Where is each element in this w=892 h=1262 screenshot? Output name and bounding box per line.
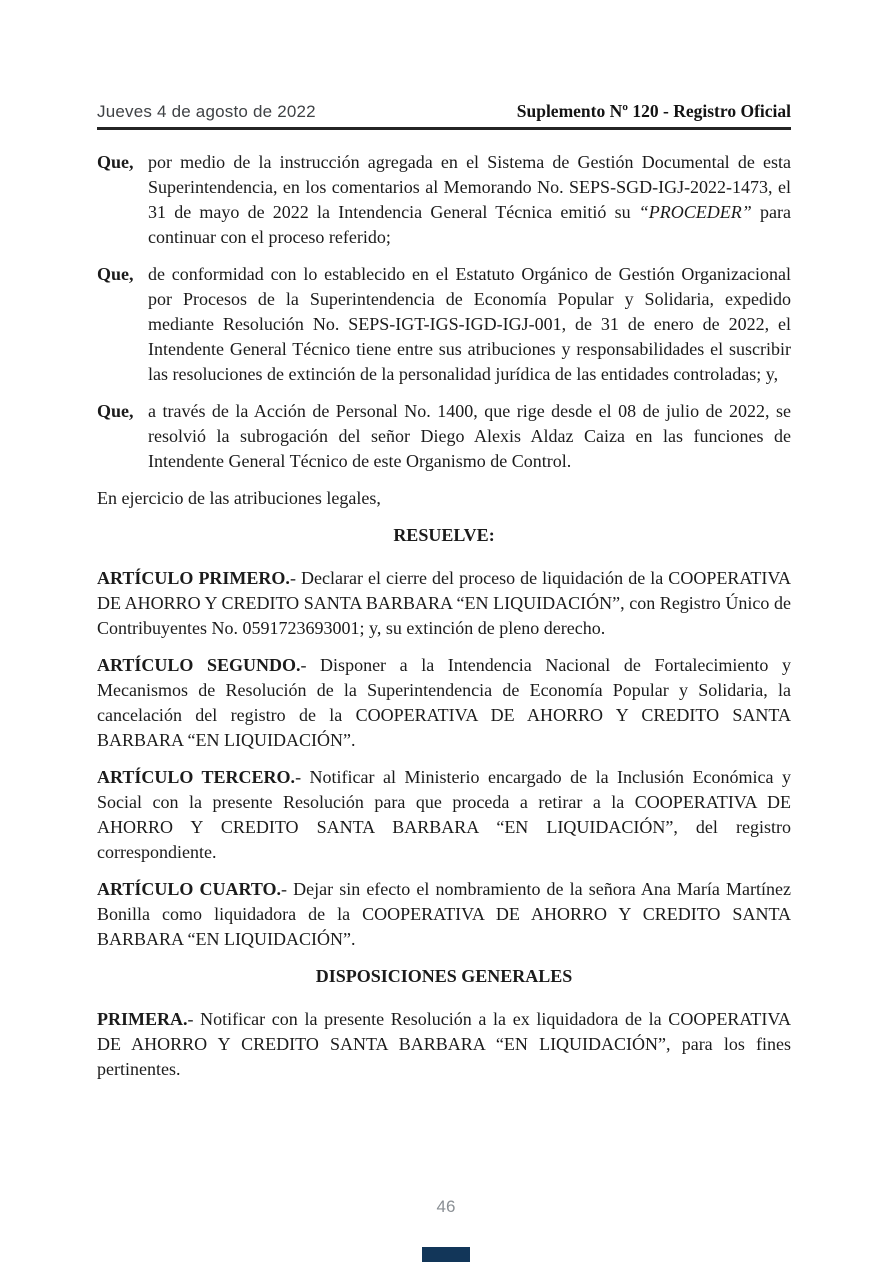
article-label: ARTÍCULO TERCERO.	[97, 767, 296, 787]
disposition-label: PRIMERA.	[97, 1009, 188, 1029]
resolve-heading: RESUELVE:	[393, 525, 495, 545]
article-primero	[97, 566, 791, 641]
whereas-text: de conformidad con lo establecido en el Estatuto Orgánico de Gestión Organizacional por Procesos de la Superintendencia de Economía Popular y Solidaria, expedido mediante Resolución No. SEPS-IGT-IGS-IGD-IGJ-001, de 31 de enero de 2022, el Intendente General Técnico tiene entre sus atribuciones y responsabilidades el suscribir las resoluciones de extinción de la personalidad jurídica de las entidades controladas; y,	[148, 264, 791, 384]
article-label: ARTÍCULO CUARTO.	[97, 879, 282, 899]
dispositions-heading: DISPOSICIONES GENERALES	[315, 966, 573, 986]
whereas-text-italic: “PROCEDER”	[638, 202, 752, 222]
whereas-text-segment: para continuar con el proceso referido;	[148, 202, 791, 247]
disposition-primera	[97, 1007, 791, 1082]
whereas-label: Que,	[97, 152, 134, 172]
page-header	[97, 101, 791, 122]
whereas-label: Que,	[97, 264, 134, 284]
whereas-clause-2	[97, 262, 791, 387]
whereas-label: Que,	[97, 401, 134, 421]
page-number: 46	[436, 1197, 456, 1216]
page-content	[97, 101, 791, 1094]
article-label: ARTÍCULO SEGUNDO.	[97, 655, 301, 675]
article-label: ARTÍCULO PRIMERO.	[97, 568, 290, 588]
disposition-text: - Notificar con la presente Resolución a la ex liquidadora de la COOPERATIVA DE AHORRO Y CREDITO SANTA BARBARA “EN LIQUIDACIÓN”, para los fines pertinentes.	[97, 1009, 791, 1079]
article-text: - Notificar al Ministerio encargado de la Inclusión Económica y Social con la presente Resolución para que proceda a retirar a la COOPERATIVA DE AHORRO Y CREDITO SANTA BARBARA “EN LIQUIDACIÓN”, del registro correspondiente.	[97, 767, 791, 862]
footer-accent-bar	[422, 1247, 470, 1262]
article-text: - Dejar sin efecto el nombramiento de la señora Ana María Martínez Bonilla como liquidadora de la COOPERATIVA DE AHORRO Y CREDITO SANTA BARBARA “EN LIQUIDACIÓN”.	[97, 879, 791, 949]
header-rule	[97, 127, 791, 130]
whereas-text: a través de la Acción de Personal No. 1400, que rige desde el 08 de julio de 2022, se resolvió la subrogación del señor Diego Alexis Aldaz Caiza en las funciones de Intendente General Técnico de este Organismo de Control.	[148, 401, 791, 471]
whereas-clause-1	[97, 150, 791, 250]
article-tercero	[97, 765, 791, 865]
whereas-text-segment: por medio de la instrucción agregada en el Sistema de Gestión Documental de esta Superintendencia, en los comentarios al Memorando No. SEPS-SGD-IGJ-2022-1473, el 31 de mayo de 2022 la Intendencia General Técnica emitió su	[148, 152, 791, 222]
article-segundo	[97, 653, 791, 753]
article-text: - Declarar el cierre del proceso de liquidación de la COOPERATIVA DE AHORRO Y CREDITO SANTA BARBARA “EN LIQUIDACIÓN”, con Registro Único de Contribuyentes No. 0591723693001; y, su extinción de pleno derecho.	[97, 568, 791, 638]
header-date: Jueves 4 de agosto de 2022	[97, 102, 316, 121]
whereas-text	[148, 150, 791, 250]
document-body	[97, 150, 791, 1082]
preamble: En ejercicio de las atribuciones legales,	[97, 488, 381, 508]
whereas-clause-3	[97, 399, 791, 474]
article-text: - Disponer a la Intendencia Nacional de Fortalecimiento y Mecanismos de Resolución de la Superintendencia de Economía Popular y Solidaria, la cancelación del registro de la COOPERATIVA DE AHORRO Y CREDITO SANTA BARBARA “EN LIQUIDACIÓN”.	[97, 655, 791, 750]
article-cuarto	[97, 877, 791, 952]
header-edition: Suplemento Nº 120 - Registro Oficial	[516, 101, 791, 121]
